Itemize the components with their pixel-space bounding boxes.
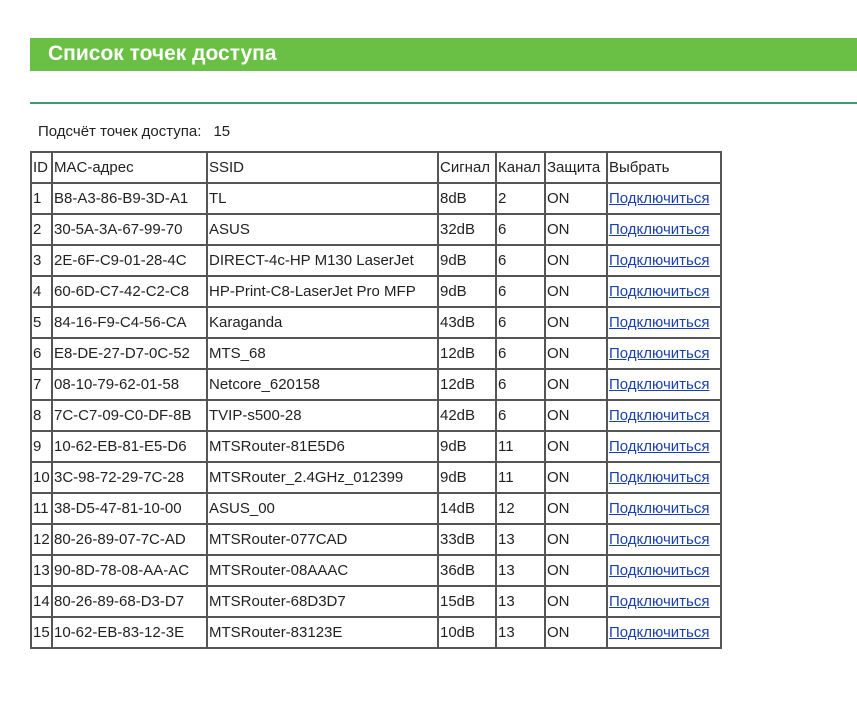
- connect-link[interactable]: Подключиться: [609, 531, 710, 548]
- connect-link[interactable]: Подключиться: [609, 221, 710, 238]
- cell-signal: 9dB: [438, 431, 496, 462]
- table-row: [31, 431, 721, 462]
- cell-select: [607, 524, 721, 555]
- cell-mac: 10-62-EB-81-E5-D6: [52, 431, 207, 462]
- connect-link[interactable]: Подключиться: [609, 252, 710, 269]
- cell-select: [607, 369, 721, 400]
- cell-security: ON: [545, 555, 607, 586]
- cell-id: 5: [31, 307, 52, 338]
- table-row: [31, 369, 721, 400]
- connect-link[interactable]: Подключиться: [609, 345, 710, 362]
- cell-ssid: Karaganda: [207, 307, 438, 338]
- cell-signal: 33dB: [438, 524, 496, 555]
- cell-signal: 9dB: [438, 276, 496, 307]
- cell-channel: 6: [496, 245, 545, 276]
- column-header-ssid: SSID: [207, 152, 438, 183]
- connect-link[interactable]: Подключиться: [609, 407, 710, 424]
- cell-signal: 43dB: [438, 307, 496, 338]
- column-header-signal: Сигнал: [438, 152, 496, 183]
- cell-mac: 38-D5-47-81-10-00: [52, 493, 207, 524]
- table-row: [31, 214, 721, 245]
- table-row: [31, 462, 721, 493]
- cell-channel: 12: [496, 493, 545, 524]
- cell-id: 9: [31, 431, 52, 462]
- cell-select: [607, 617, 721, 648]
- access-point-count: [38, 123, 230, 140]
- cell-select: [607, 586, 721, 617]
- cell-channel: 2: [496, 183, 545, 214]
- table-row: [31, 307, 721, 338]
- cell-signal: 12dB: [438, 369, 496, 400]
- cell-channel: 13: [496, 524, 545, 555]
- cell-mac: 30-5A-3A-67-99-70: [52, 214, 207, 245]
- cell-select: [607, 400, 721, 431]
- count-label: Подсчёт точек доступа:: [38, 123, 202, 140]
- cell-mac: 90-8D-78-08-AA-AC: [52, 555, 207, 586]
- cell-mac: 80-26-89-68-D3-D7: [52, 586, 207, 617]
- cell-select: [607, 431, 721, 462]
- cell-select: [607, 462, 721, 493]
- cell-security: ON: [545, 183, 607, 214]
- cell-ssid: ASUS: [207, 214, 438, 245]
- column-header-security: Защита: [545, 152, 607, 183]
- cell-security: ON: [545, 276, 607, 307]
- connect-link[interactable]: Подключиться: [609, 438, 710, 455]
- cell-mac: 10-62-EB-83-12-3E: [52, 617, 207, 648]
- table-row: [31, 617, 721, 648]
- connect-link[interactable]: Подключиться: [609, 469, 710, 486]
- cell-mac: 84-16-F9-C4-56-CA: [52, 307, 207, 338]
- cell-security: ON: [545, 586, 607, 617]
- table-row: [31, 245, 721, 276]
- cell-id: 12: [31, 524, 52, 555]
- cell-signal: 15dB: [438, 586, 496, 617]
- cell-signal: 8dB: [438, 183, 496, 214]
- cell-security: ON: [545, 400, 607, 431]
- cell-id: 6: [31, 338, 52, 369]
- cell-signal: 42dB: [438, 400, 496, 431]
- cell-channel: 6: [496, 400, 545, 431]
- cell-channel: 11: [496, 462, 545, 493]
- cell-ssid: MTSRouter-08AAAC: [207, 555, 438, 586]
- cell-id: 14: [31, 586, 52, 617]
- cell-channel: 11: [496, 431, 545, 462]
- cell-security: ON: [545, 462, 607, 493]
- cell-id: 10: [31, 462, 52, 493]
- cell-select: [607, 338, 721, 369]
- cell-ssid: MTSRouter-81E5D6: [207, 431, 438, 462]
- cell-security: ON: [545, 338, 607, 369]
- cell-signal: 14dB: [438, 493, 496, 524]
- cell-channel: 13: [496, 555, 545, 586]
- column-header-mac: MAC-адрес: [52, 152, 207, 183]
- cell-select: [607, 276, 721, 307]
- table-row: [31, 276, 721, 307]
- cell-security: ON: [545, 214, 607, 245]
- page-title: Список точек доступа: [48, 42, 277, 65]
- cell-channel: 6: [496, 369, 545, 400]
- cell-id: 4: [31, 276, 52, 307]
- cell-channel: 6: [496, 214, 545, 245]
- cell-mac: 08-10-79-62-01-58: [52, 369, 207, 400]
- cell-security: ON: [545, 524, 607, 555]
- cell-mac: B8-A3-86-B9-3D-A1: [52, 183, 207, 214]
- cell-signal: 10dB: [438, 617, 496, 648]
- cell-id: 7: [31, 369, 52, 400]
- cell-mac: 80-26-89-07-7C-AD: [52, 524, 207, 555]
- cell-select: [607, 245, 721, 276]
- cell-id: 1: [31, 183, 52, 214]
- table-row: [31, 493, 721, 524]
- table-row: [31, 183, 721, 214]
- cell-security: ON: [545, 431, 607, 462]
- cell-ssid: HP-Print-C8-LaserJet Pro MFP: [207, 276, 438, 307]
- cell-signal: 9dB: [438, 245, 496, 276]
- cell-mac: 7C-C7-09-C0-DF-8B: [52, 400, 207, 431]
- cell-ssid: TVIP-s500-28: [207, 400, 438, 431]
- cell-ssid: MTSRouter-077CAD: [207, 524, 438, 555]
- cell-ssid: MTSRouter-83123E: [207, 617, 438, 648]
- cell-ssid: ASUS_00: [207, 493, 438, 524]
- cell-security: ON: [545, 493, 607, 524]
- connect-link[interactable]: Подключиться: [609, 376, 710, 393]
- table-row: [31, 586, 721, 617]
- divider: [30, 102, 857, 104]
- cell-select: [607, 214, 721, 245]
- cell-security: ON: [545, 245, 607, 276]
- cell-select: [607, 183, 721, 214]
- cell-select: [607, 493, 721, 524]
- cell-id: 13: [31, 555, 52, 586]
- cell-ssid: TL: [207, 183, 438, 214]
- table-body: [31, 183, 721, 648]
- cell-ssid: MTSRouter-68D3D7: [207, 586, 438, 617]
- page-header: [30, 38, 857, 71]
- connect-link[interactable]: Подключиться: [609, 562, 710, 579]
- cell-signal: 12dB: [438, 338, 496, 369]
- count-value: 15: [213, 123, 231, 140]
- table-row: [31, 524, 721, 555]
- cell-ssid: MTSRouter_2.4GHz_012399: [207, 462, 438, 493]
- cell-ssid: MTS_68: [207, 338, 438, 369]
- cell-signal: 36dB: [438, 555, 496, 586]
- cell-id: 2: [31, 214, 52, 245]
- cell-signal: 32dB: [438, 214, 496, 245]
- cell-security: ON: [545, 369, 607, 400]
- cell-security: ON: [545, 617, 607, 648]
- cell-channel: 6: [496, 307, 545, 338]
- cell-ssid: DIRECT-4c-HP M130 LaserJet: [207, 245, 438, 276]
- connect-link[interactable]: Подключиться: [609, 624, 710, 641]
- cell-select: [607, 307, 721, 338]
- table-row: [31, 338, 721, 369]
- cell-signal: 9dB: [438, 462, 496, 493]
- cell-channel: 13: [496, 617, 545, 648]
- cell-select: [607, 555, 721, 586]
- cell-id: 15: [31, 617, 52, 648]
- cell-channel: 6: [496, 276, 545, 307]
- connect-link[interactable]: Подключиться: [609, 190, 710, 207]
- cell-mac: 2E-6F-C9-01-28-4C: [52, 245, 207, 276]
- connect-link[interactable]: Подключиться: [609, 500, 710, 517]
- cell-id: 11: [31, 493, 52, 524]
- cell-channel: 6: [496, 338, 545, 369]
- cell-ssid: Netcore_620158: [207, 369, 438, 400]
- cell-security: ON: [545, 307, 607, 338]
- cell-id: 8: [31, 400, 52, 431]
- connect-link[interactable]: Подключиться: [609, 593, 710, 610]
- column-header-channel: Канал: [496, 152, 545, 183]
- cell-channel: 13: [496, 586, 545, 617]
- table-row: [31, 400, 721, 431]
- cell-mac: 60-6D-C7-42-C2-C8: [52, 276, 207, 307]
- cell-mac: E8-DE-27-D7-0C-52: [52, 338, 207, 369]
- connect-link[interactable]: Подключиться: [609, 314, 710, 331]
- table-row: [31, 555, 721, 586]
- access-point-table: [30, 151, 722, 649]
- column-header-select: Выбрать: [607, 152, 721, 183]
- cell-id: 3: [31, 245, 52, 276]
- cell-mac: 3C-98-72-29-7C-28: [52, 462, 207, 493]
- table-header-row: [31, 152, 721, 183]
- column-header-id: ID: [31, 152, 52, 183]
- connect-link[interactable]: Подключиться: [609, 283, 710, 300]
